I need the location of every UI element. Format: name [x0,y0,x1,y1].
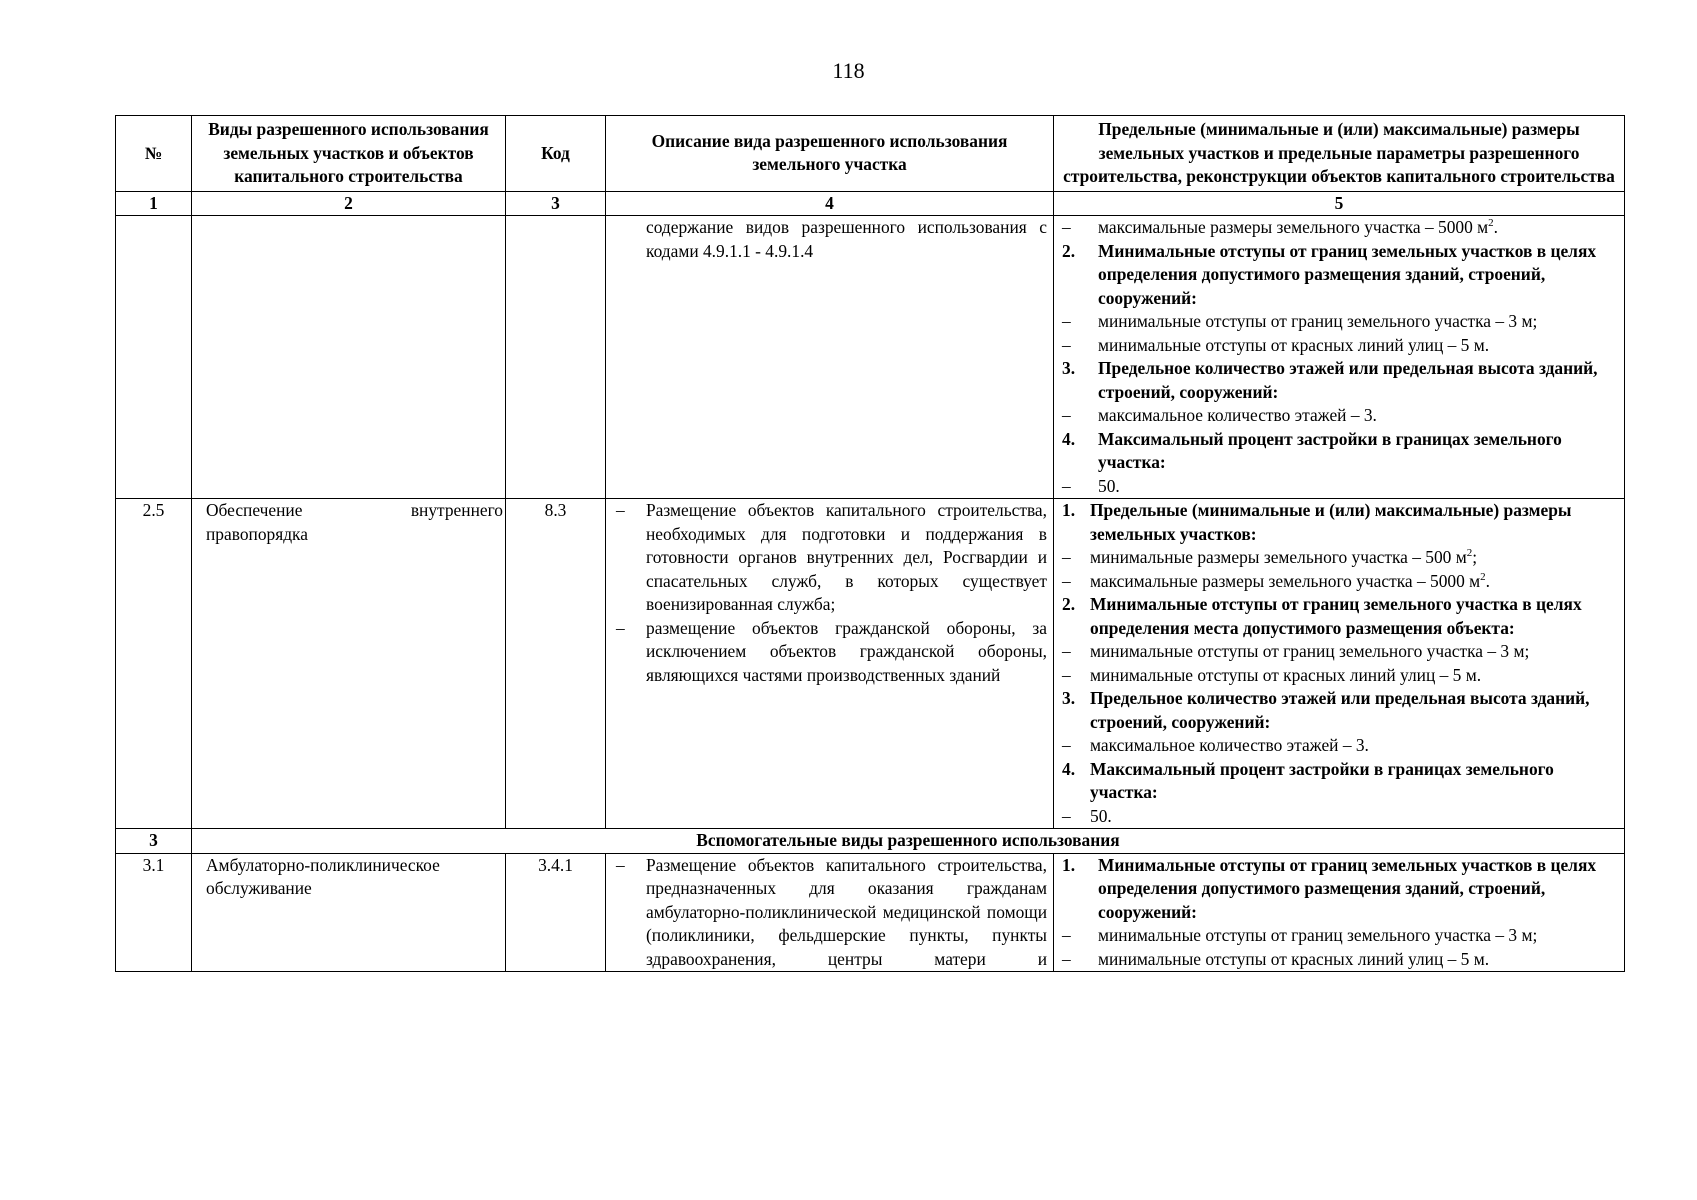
cell-num [116,216,192,499]
params-text-tail: . [1485,570,1490,591]
header-description: Описание вида разрешенного использования земельного участка [606,116,1054,192]
dash-marker: – [616,854,625,875]
number-marker: 3. [1062,358,1076,378]
params-text [1090,593,1620,640]
params-item [1058,640,1620,664]
cell-code: 8.3 [506,499,606,829]
dash-marker: – [1062,475,1071,496]
params-item [1058,310,1620,334]
cell-code: 3.4.1 [506,853,606,972]
superscript: 2 [1466,547,1473,560]
description-item [610,499,1047,617]
number-marker: 1. [1062,854,1076,875]
params-text-body: максимальные размеры земельного участка – 5000 м [1090,570,1481,591]
params-text [1098,216,1620,240]
section-title: Вспомогательные виды разрешенного использования [192,829,1625,854]
column-number-row [116,191,1625,216]
page-number: 118 [832,58,865,83]
dash-marker: – [616,500,625,520]
params-text [1098,310,1620,334]
table-row-continuation [116,216,1625,499]
cell-params [1054,216,1625,499]
table-row-3-1 [116,853,1625,972]
params-text-body: минимальные размеры земельного участка – 500 м [1090,547,1467,567]
dash-marker: – [1062,925,1071,945]
params-heading [1058,758,1620,805]
params-text-body: Максимальный процент застройки в границах земельного участка: [1098,428,1562,472]
params-heading [1058,499,1620,546]
superscript: 2 [1480,570,1486,583]
dash-marker: – [1062,547,1071,567]
number-marker: 2. [1062,240,1076,261]
params-heading [1058,593,1620,640]
dash-marker: – [1062,805,1071,826]
params-item [1058,805,1620,829]
params-text-body: максимальное количество этажей – 3. [1090,735,1369,755]
dash-marker: – [1062,664,1071,685]
description-text: Размещение объектов капитального строительства, необходимых для подготовки и поддержания в готовности органов внутренних дел, Росгвардии и спасательных служб, в которых существует военизированная служба; [646,500,1047,614]
params-item [1058,216,1620,240]
cell-code [506,216,606,499]
params-text [1098,924,1620,948]
params-text [1098,404,1620,428]
params-text [1090,687,1620,734]
number-marker: 4. [1062,758,1076,779]
cell-name: Амбулаторно-поликлиническое обслуживание [192,853,506,972]
cell-params [1054,853,1625,972]
number-marker: 3. [1062,688,1076,708]
description-marker [610,216,646,263]
column-number: 1 [116,191,192,216]
dash-marker: – [1062,948,1071,969]
dash-marker: – [1062,405,1071,425]
dash-marker: – [1062,334,1071,355]
params-text-body: 50. [1090,805,1112,826]
params-text [1098,854,1620,925]
table-row-2-5 [116,499,1625,829]
regulations-table [115,115,1625,972]
params-text-body: минимальные отступы от красных линий улиц – 5 м. [1098,948,1490,969]
dash-marker: – [1062,311,1071,331]
params-text-body: 50. [1098,475,1120,496]
params-text [1090,805,1620,829]
cell-description [606,853,1054,972]
params-item [1058,734,1620,758]
section-row [116,829,1625,854]
name-line-2: правопорядка [206,523,308,544]
dash-marker: – [1062,641,1071,661]
column-number: 5 [1054,191,1625,216]
description-item [610,216,1047,263]
params-text [1090,758,1620,805]
section-number: 3 [116,829,192,854]
params-text-body: Предельное количество этажей или предельная высота зданий, строений, сооружений: [1098,358,1598,402]
number-marker: 2. [1062,594,1076,614]
params-text [1090,734,1620,758]
params-text-body: минимальные отступы от границ земельного участка – 3 м; [1098,925,1538,945]
params-text-body: Минимальные отступы от границ земельных участков в целях определения допустимого размещения зданий, строений, сооружений: [1098,854,1597,922]
description-text: Размещение объектов капитального строительства, предназначенных для оказания гражданам амбулаторно-поликлинической медицинской помощи (поликлиники, фельдшерские пункты, пункты здравоохранения, центры матери и [646,854,1047,969]
number-marker: 1. [1062,500,1076,520]
params-item [1058,334,1620,358]
params-item [1058,664,1620,688]
params-text [1090,664,1620,688]
params-text-body: Предельные (минимальные и (или) максимальные) размеры земельных участков: [1090,500,1572,544]
header-params: Предельные (минимальные и (или) максимальные) размеры земельных участков и предельные параметры разрешенного строительства, реконструкции объектов капитального строительства [1054,116,1625,192]
column-number: 2 [192,191,506,216]
params-item [1058,475,1620,499]
cell-num: 3.1 [116,853,192,972]
cell-params [1054,499,1625,829]
params-item [1058,924,1620,948]
params-text-tail: . [1493,217,1498,237]
params-text-body: Предельное количество этажей или предельная высота зданий, строений, сооружений: [1090,688,1590,732]
header-types: Виды разрешенного использования земельных участков и объектов капитального строительства [192,116,506,192]
params-text-body: минимальные отступы от границ земельного участка – 3 м; [1098,311,1538,331]
header-row [116,116,1625,192]
params-item [1058,948,1620,972]
params-heading [1058,687,1620,734]
params-text-body: Максимальный процент застройки в границах земельного участка: [1090,758,1554,802]
cell-description [606,499,1054,829]
params-text [1098,357,1620,404]
description-text: размещение объектов гражданской обороны, за исключением объектов гражданской обороны, являющихся частями производственных зданий [646,617,1047,685]
description-item [610,617,1047,688]
column-number: 3 [506,191,606,216]
params-text [1090,499,1620,546]
cell-description [606,216,1054,499]
column-number: 4 [606,191,1054,216]
params-item [1058,570,1620,594]
description-item [610,854,1047,972]
params-text-body: минимальные отступы от границ земельного участка – 3 м; [1090,641,1530,661]
params-text-body: минимальные отступы от красных линий улиц – 5 м. [1098,334,1490,355]
params-text-tail: ; [1472,547,1478,567]
params-list [1058,854,1620,972]
dash-marker: – [616,617,625,638]
params-text [1098,334,1620,358]
params-text [1090,570,1620,594]
params-text-body: Минимальные отступы от границ земельного участка в целях определения места допустимого размещения объекта: [1090,594,1582,638]
cell-name [192,216,506,499]
params-text-body: Минимальные отступы от границ земельных участков в целях определения допустимого размещения зданий, строений, сооружений: [1098,240,1597,308]
params-heading [1058,854,1620,925]
header-code: Код [506,116,606,192]
params-text-body: минимальные отступы от красных линий улиц – 5 м. [1090,664,1482,685]
params-item [1058,404,1620,428]
name-line-1: Обеспечение внутреннего [206,500,503,520]
params-item [1058,546,1620,570]
cell-name [192,499,506,829]
cell-num: 2.5 [116,499,192,829]
params-heading [1058,428,1620,475]
dash-marker: – [1062,570,1071,591]
number-marker: 4. [1062,428,1076,449]
params-text [1098,240,1620,311]
superscript: 2 [1488,217,1494,230]
params-text [1098,428,1620,475]
params-list [1058,216,1620,498]
params-list [1058,499,1620,828]
header-no: № [116,116,192,192]
params-text-body: максимальные размеры земельного участка – 5000 м [1098,217,1489,237]
params-heading [1058,357,1620,404]
params-heading [1058,240,1620,311]
dash-marker: – [1062,217,1071,237]
params-text-body: максимальное количество этажей – 3. [1098,405,1377,425]
dash-marker: – [1062,735,1071,755]
params-text [1098,475,1620,499]
description-text: содержание видов разрешенного использования с кодами 4.9.1.1 - 4.9.1.4 [646,217,1047,261]
params-text [1090,640,1620,664]
params-text [1090,546,1620,570]
params-text [1098,948,1620,972]
